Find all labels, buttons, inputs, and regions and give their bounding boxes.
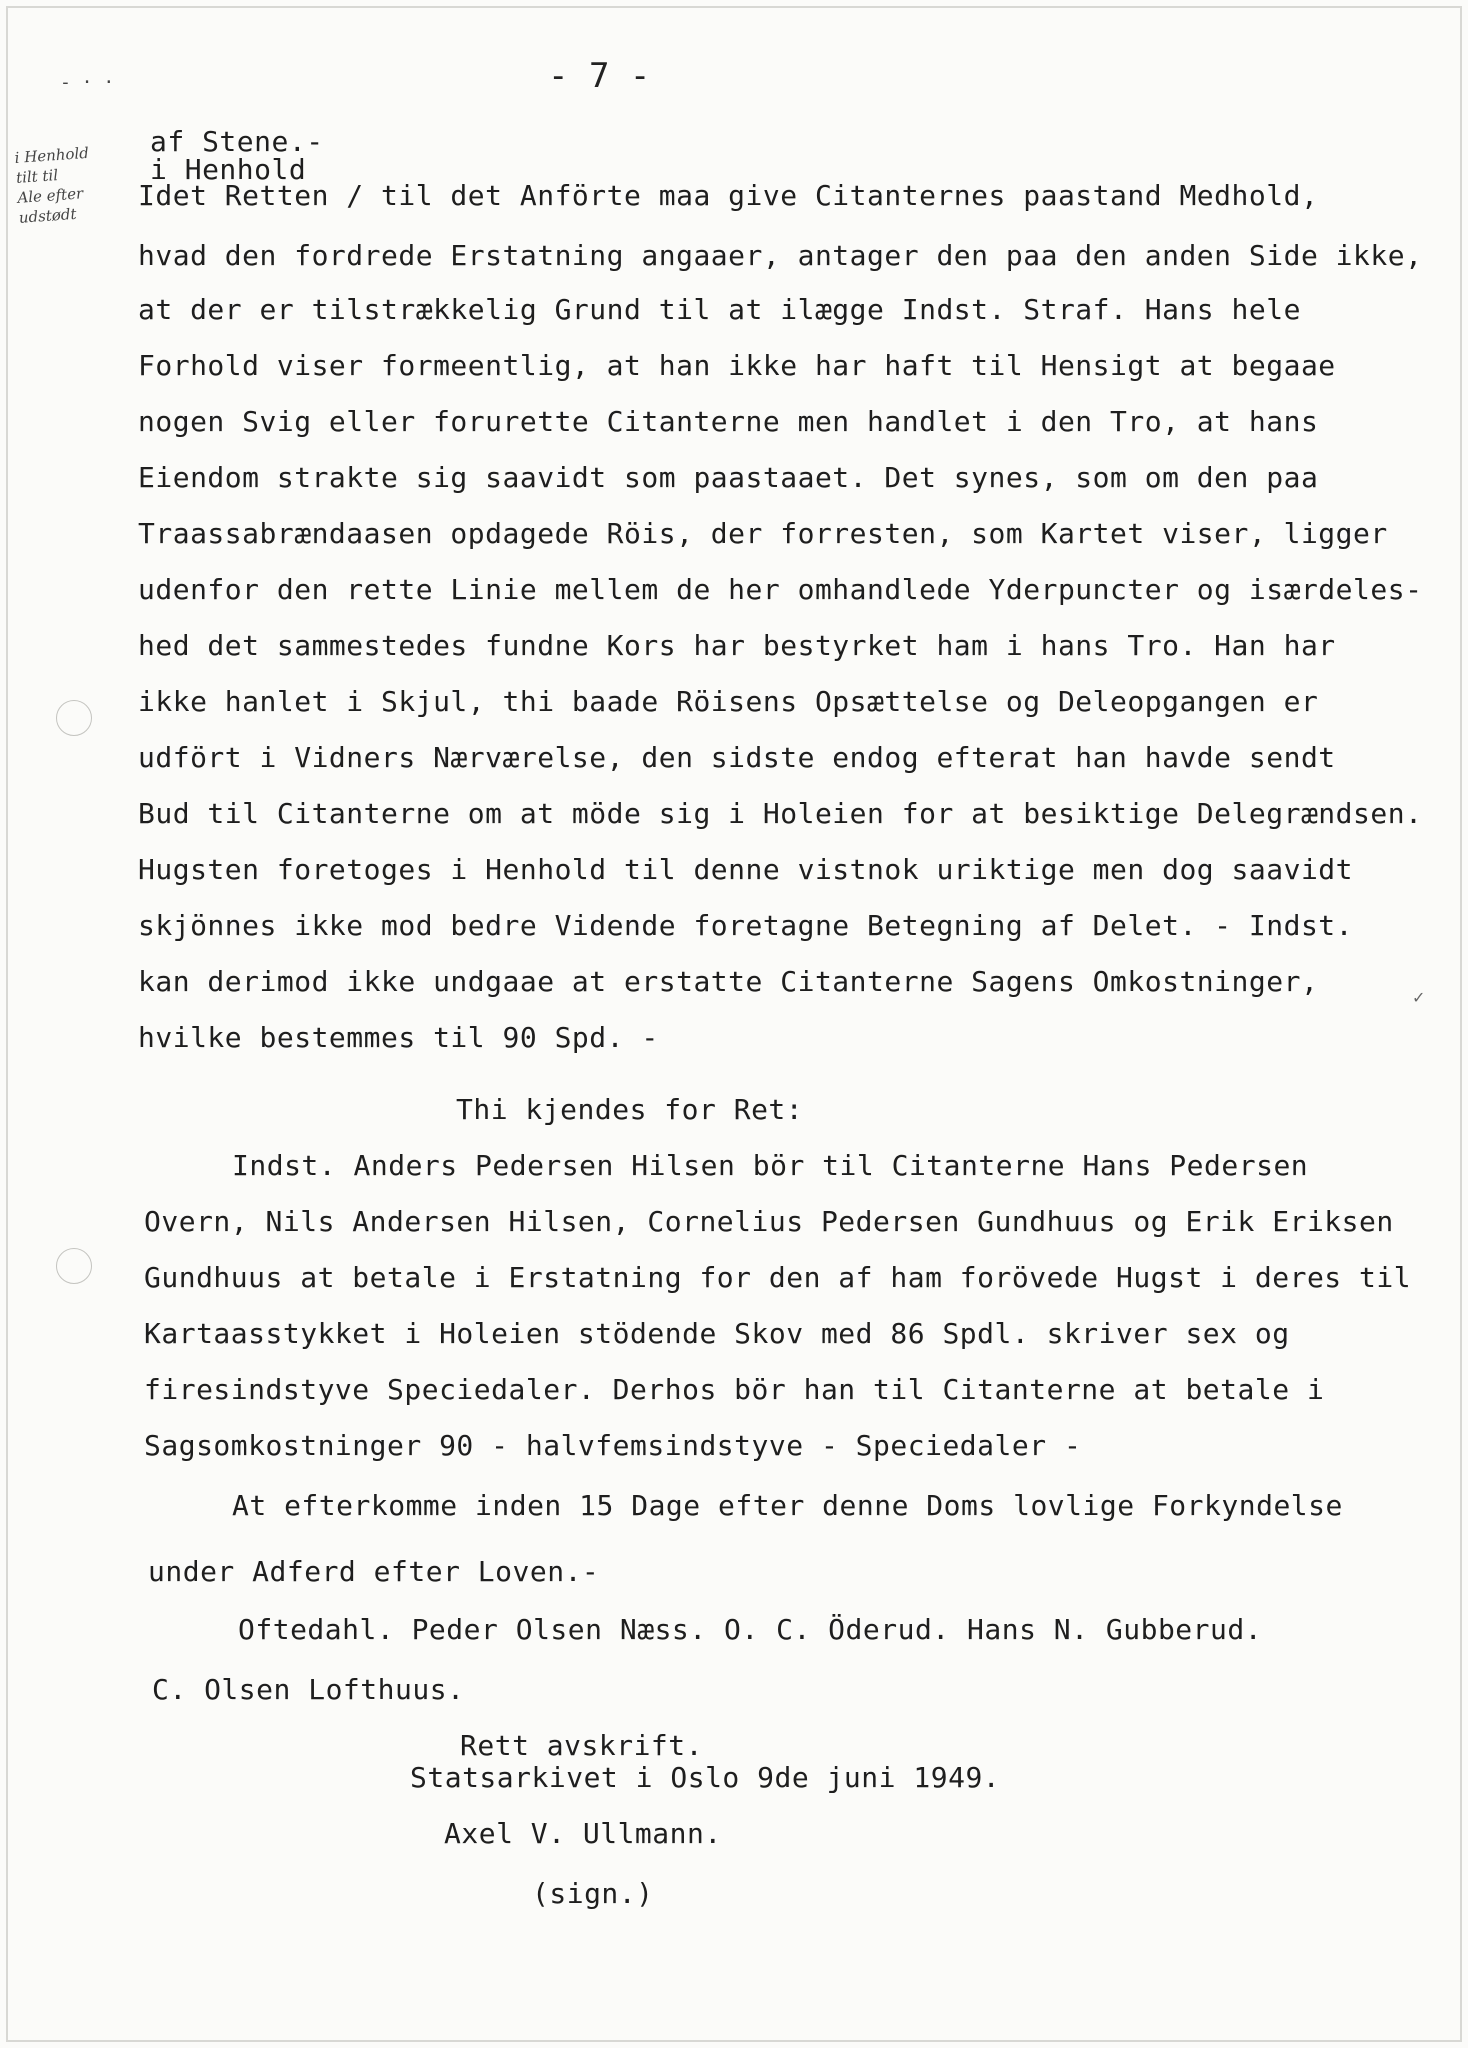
- text-line: i Henhold: [150, 153, 307, 186]
- margin-note-line: Ale efter: [16, 184, 84, 207]
- text-line: Traassabrændaasen opdagede Röis, der forresten, som Kartet viser, ligger: [138, 517, 1388, 550]
- text-line: ikke hanlet i Skjul, thi baade Röisens Opsættelse og Deleopgangen er: [138, 685, 1319, 718]
- text-line: skjönnes ikke mod bedre Vidende foretagne Betegning af Delet. - Indst.: [138, 909, 1354, 942]
- margin-note-line: i Henhold: [14, 143, 90, 167]
- text-line: Rett avskrift.: [460, 1729, 704, 1762]
- text-line: Oftedahl. Peder Olsen Næss. O. C. Öderud. Hans N. Gubberud.: [238, 1613, 1263, 1646]
- text-line: nogen Svig eller forurette Citanterne men handlet i den Tro, at hans: [138, 405, 1319, 438]
- text-line: hed det sammestedes fundne Kors har bestyrket ham i hans Tro. Han har: [138, 629, 1336, 662]
- text-line: (sign.): [532, 1877, 654, 1910]
- text-line: Axel V. Ullmann.: [444, 1817, 722, 1850]
- text-line: hvilke bestemmes til 90 Spd. -: [138, 1021, 659, 1054]
- text-line: Bud til Citanterne om at möde sig i Holeien for at besiktige Delegrændsen.: [138, 797, 1423, 830]
- text-line: Hugsten foretoges i Henhold til denne vistnok uriktige men dog saavidt: [138, 853, 1354, 886]
- margin-note-line: tilt til: [15, 166, 59, 187]
- text-line: Overn, Nils Andersen Hilsen, Cornelius Pedersen Gundhuus og Erik Eriksen: [144, 1205, 1394, 1238]
- text-line: at der er tilstrækkelig Grund til at ilægge Indst. Straf. Hans hele: [138, 293, 1301, 326]
- corner-mark: - · ·: [60, 72, 115, 93]
- text-line: af Stene.-: [150, 125, 324, 158]
- text-line: Sagsomkostninger 90 - halvfemsindstyve - Speciedaler -: [144, 1429, 1082, 1462]
- text-line: Forhold viser formeentlig, at han ikke har haft til Hensigt at begaae: [138, 349, 1336, 382]
- text-line: Statsarkivet i Oslo 9de juni 1949.: [410, 1761, 1001, 1794]
- text-line: C. Olsen Lofthuus.: [152, 1673, 465, 1706]
- text-line: Idet Retten / til det Anförte maa give Citanternes paastand Medhold,: [138, 179, 1319, 212]
- text-line: Indst. Anders Pedersen Hilsen bör til Citanterne Hans Pedersen: [232, 1149, 1309, 1182]
- text-line: udfört i Vidners Nærværelse, den sidste endog efterat han havde sendt: [138, 741, 1336, 774]
- text-line: hvad den fordrede Erstatning angaaer, antager den paa den anden Side ikke,: [138, 239, 1423, 272]
- text-line: udenfor den rette Linie mellem de her omhandlede Yderpuncter og isærdeles-: [138, 573, 1423, 606]
- margin-note-line: udstødt: [18, 204, 78, 227]
- text-line: under Adferd efter Loven.-: [148, 1555, 600, 1588]
- page-number: - 7 -: [548, 56, 651, 96]
- handwritten-margin-note: [14, 140, 129, 227]
- text-line: At efterkomme inden 15 Dage efter denne Doms lovlige Forkyndelse: [232, 1489, 1343, 1522]
- text-line: Gundhuus at betale i Erstatning for den af ham forövede Hugst i deres til: [144, 1261, 1412, 1294]
- punch-hole-mark: [56, 1248, 92, 1284]
- stray-mark: ✓: [1412, 988, 1426, 1007]
- text-line: kan derimod ikke undgaae at erstatte Citanterne Sagens Omkostninger,: [138, 965, 1319, 998]
- text-line: Eiendom strakte sig saavidt som paastaaet. Det synes, som om den paa: [138, 461, 1319, 494]
- punch-hole-mark: [56, 700, 92, 736]
- text-line: Kartaasstykket i Holeien stödende Skov med 86 Spdl. skriver sex og: [144, 1317, 1290, 1350]
- text-line: firesindstyve Speciedaler. Derhos bör han til Citanterne at betale i: [144, 1373, 1325, 1406]
- text-line: Thi kjendes for Ret:: [456, 1093, 804, 1126]
